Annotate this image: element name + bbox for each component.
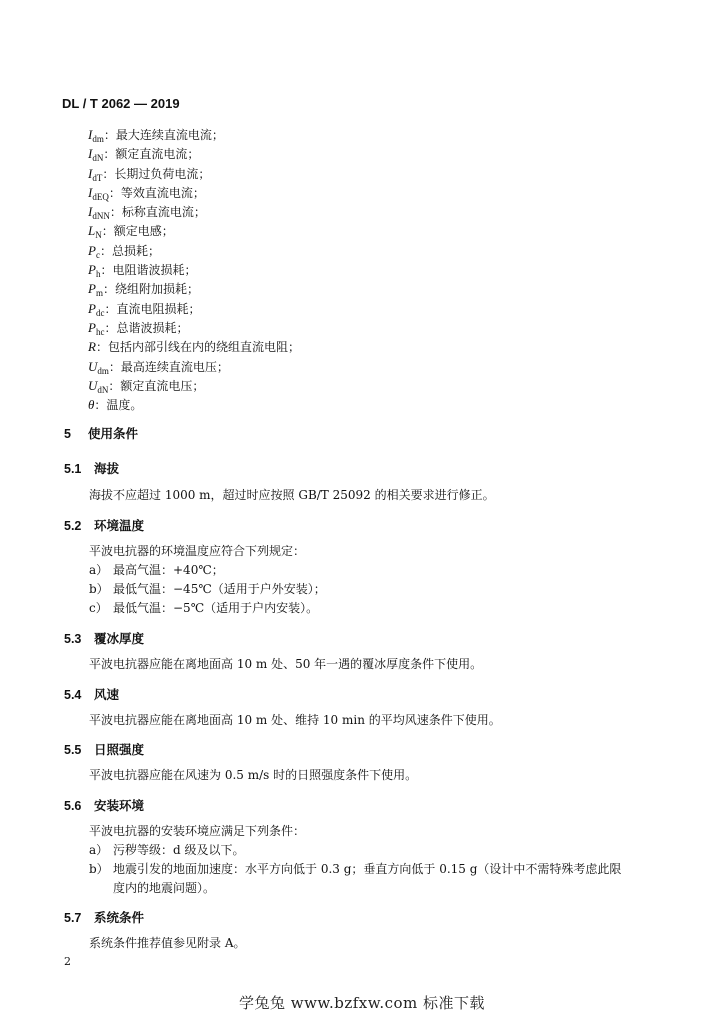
symbol-row (88, 395, 300, 414)
symbol: P (88, 262, 96, 278)
symbol-subscript: dNN (92, 211, 110, 222)
page-number: 2 (64, 955, 71, 968)
symbol: P (88, 281, 96, 297)
symbol-description: ：额定直流电流； (103, 147, 200, 162)
list-label: b） (89, 862, 109, 876)
symbol-row (88, 241, 300, 260)
section-title: 日照强度 (94, 743, 145, 757)
list-item (89, 841, 245, 858)
symbol: U (88, 358, 98, 374)
symbol: I (88, 127, 93, 142)
symbol-subscript: dT (92, 172, 103, 183)
section-number: 5.5 (64, 743, 82, 757)
section-title: 系统条件 (94, 911, 145, 925)
section-5-1-heading (64, 459, 119, 477)
section-title: 海拔 (94, 462, 120, 476)
list-item-continuation (89, 879, 215, 896)
section-number: 5.6 (64, 799, 82, 813)
symbol-description: ：总谐波损耗； (104, 320, 189, 335)
symbol-subscript: N (95, 230, 102, 241)
section-5-7-text: 系统条件推荐值参见附录 A。 (89, 936, 246, 950)
symbol-description: ：额定直流电压； (108, 378, 205, 393)
list-text: 地震引发的地面加速度：水平方向低于 0.3 g；垂直方向低于 0.15 g（设计中不需特殊考虑此限 (113, 862, 622, 876)
symbol-description: ：包括内部引线在内的绕组直流电阻； (95, 340, 300, 355)
symbol: I (88, 165, 93, 181)
symbol-row (88, 125, 300, 144)
section-title: 使用条件 (88, 427, 139, 441)
symbol-row (88, 376, 300, 395)
symbol: I (88, 184, 93, 200)
section-5-5-heading (64, 740, 144, 758)
symbol-subscript: dN (97, 384, 109, 395)
symbol-description: ：绕组附加损耗； (102, 282, 199, 297)
symbol-row (88, 183, 300, 202)
symbol-row (88, 221, 300, 240)
section-5-7-heading (64, 908, 144, 926)
symbol-row (88, 144, 300, 163)
symbol-description: ：标称直流电流； (109, 205, 206, 220)
section-number: 5 (64, 427, 71, 441)
symbol-description: ：直流电阻损耗； (104, 301, 201, 316)
symbol-subscript: dN (92, 153, 104, 164)
symbol-subscript: h (95, 269, 101, 280)
section-5-5-text: 平波电抗器应能在风速为 0.5 m/s 时的日照强度条件下使用。 (89, 768, 418, 782)
symbol-description: ：最大连续直流电流； (103, 128, 224, 142)
section-5-4-heading (64, 685, 119, 703)
symbol-subscript: dm (97, 365, 109, 376)
section-5-3-heading (64, 629, 144, 647)
symbol: θ (88, 397, 95, 413)
symbol-description: ：总损耗； (99, 243, 160, 258)
symbol-row (88, 202, 300, 221)
symbol-row (88, 279, 300, 298)
section-5-2-heading (64, 516, 144, 534)
list-text: 度内的地震问题）。 (113, 881, 216, 895)
symbol-row (88, 357, 300, 376)
list-text: 污秽等级：d 级及以下。 (113, 843, 245, 857)
section-5-heading (64, 424, 138, 442)
symbol: R (88, 339, 96, 355)
symbol-subscript: dc (95, 307, 105, 318)
section-number: 5.2 (64, 519, 82, 533)
list-item (89, 561, 224, 578)
symbol: P (88, 242, 96, 258)
symbol-subscript: dm (92, 134, 104, 144)
symbol-row (88, 299, 300, 318)
list-text: 最低气温：−5℃（适用于户内安装）。 (113, 601, 319, 615)
section-5-6-heading (64, 796, 144, 814)
symbol-subscript: c (95, 249, 100, 260)
section-5-2-intro: 平波电抗器的环境温度应符合下列规定： (89, 544, 306, 558)
symbol-subscript: m (95, 288, 103, 299)
list-item (89, 860, 621, 877)
symbol-subscript: dEQ (92, 191, 109, 202)
symbol: P (88, 300, 96, 316)
symbol-row (88, 260, 300, 279)
symbol-row (88, 164, 300, 183)
section-number: 5.1 (64, 462, 82, 476)
standard-code-header: DL / T 2062 — 2019 (62, 96, 180, 111)
section-title: 风速 (94, 688, 120, 702)
symbol: U (88, 377, 98, 393)
symbol: L (88, 223, 96, 239)
section-title: 覆冰厚度 (94, 632, 145, 646)
list-label: b） (89, 582, 109, 596)
symbol-description: ：温度。 (94, 398, 143, 413)
symbol-description: ：电阻谐波损耗； (100, 263, 197, 278)
section-number: 5.7 (64, 911, 82, 925)
list-label: c） (89, 601, 108, 615)
symbol-subscript: hc (95, 326, 105, 337)
symbol-description: ：最高连续直流电压； (108, 359, 229, 374)
section-5-4-text: 平波电抗器应能在离地面高 10 m 处、维持 10 min 的平均风速条件下使用。 (89, 713, 501, 727)
list-item (89, 599, 318, 616)
list-text: 最低气温：−45℃（适用于户外安装）； (113, 582, 326, 596)
watermark-text: 学兔兔 www.bzfxw.com 标准下载 (238, 994, 486, 1012)
symbol-row (88, 318, 300, 337)
symbol: I (88, 146, 93, 162)
symbol: P (88, 319, 96, 335)
list-text: 最高气温：+40℃； (113, 563, 224, 577)
section-5-6-intro: 平波电抗器的安装环境应满足下列条件： (89, 824, 306, 838)
section-title: 安装环境 (94, 799, 145, 813)
symbol-description: ：等效直流电流； (108, 185, 205, 200)
section-title: 环境温度 (94, 519, 145, 533)
symbol: I (88, 204, 93, 220)
list-label: a） (89, 843, 109, 857)
section-5-1-text: 海拔不应超过 1000 m，超过时应按照 GB/T 25092 的相关要求进行修正。 (89, 488, 495, 502)
symbol-description: ：额定电感； (101, 224, 174, 239)
list-label: a） (89, 563, 109, 577)
list-item (89, 580, 326, 597)
symbol-row (88, 337, 300, 356)
section-number: 5.4 (64, 688, 82, 702)
section-number: 5.3 (64, 632, 82, 646)
symbol-description: ：长期过负荷电流； (102, 166, 211, 181)
section-5-3-text: 平波电抗器应能在离地面高 10 m 处、50 年一遇的覆冰厚度条件下使用。 (89, 657, 483, 671)
symbol-list (88, 125, 300, 414)
